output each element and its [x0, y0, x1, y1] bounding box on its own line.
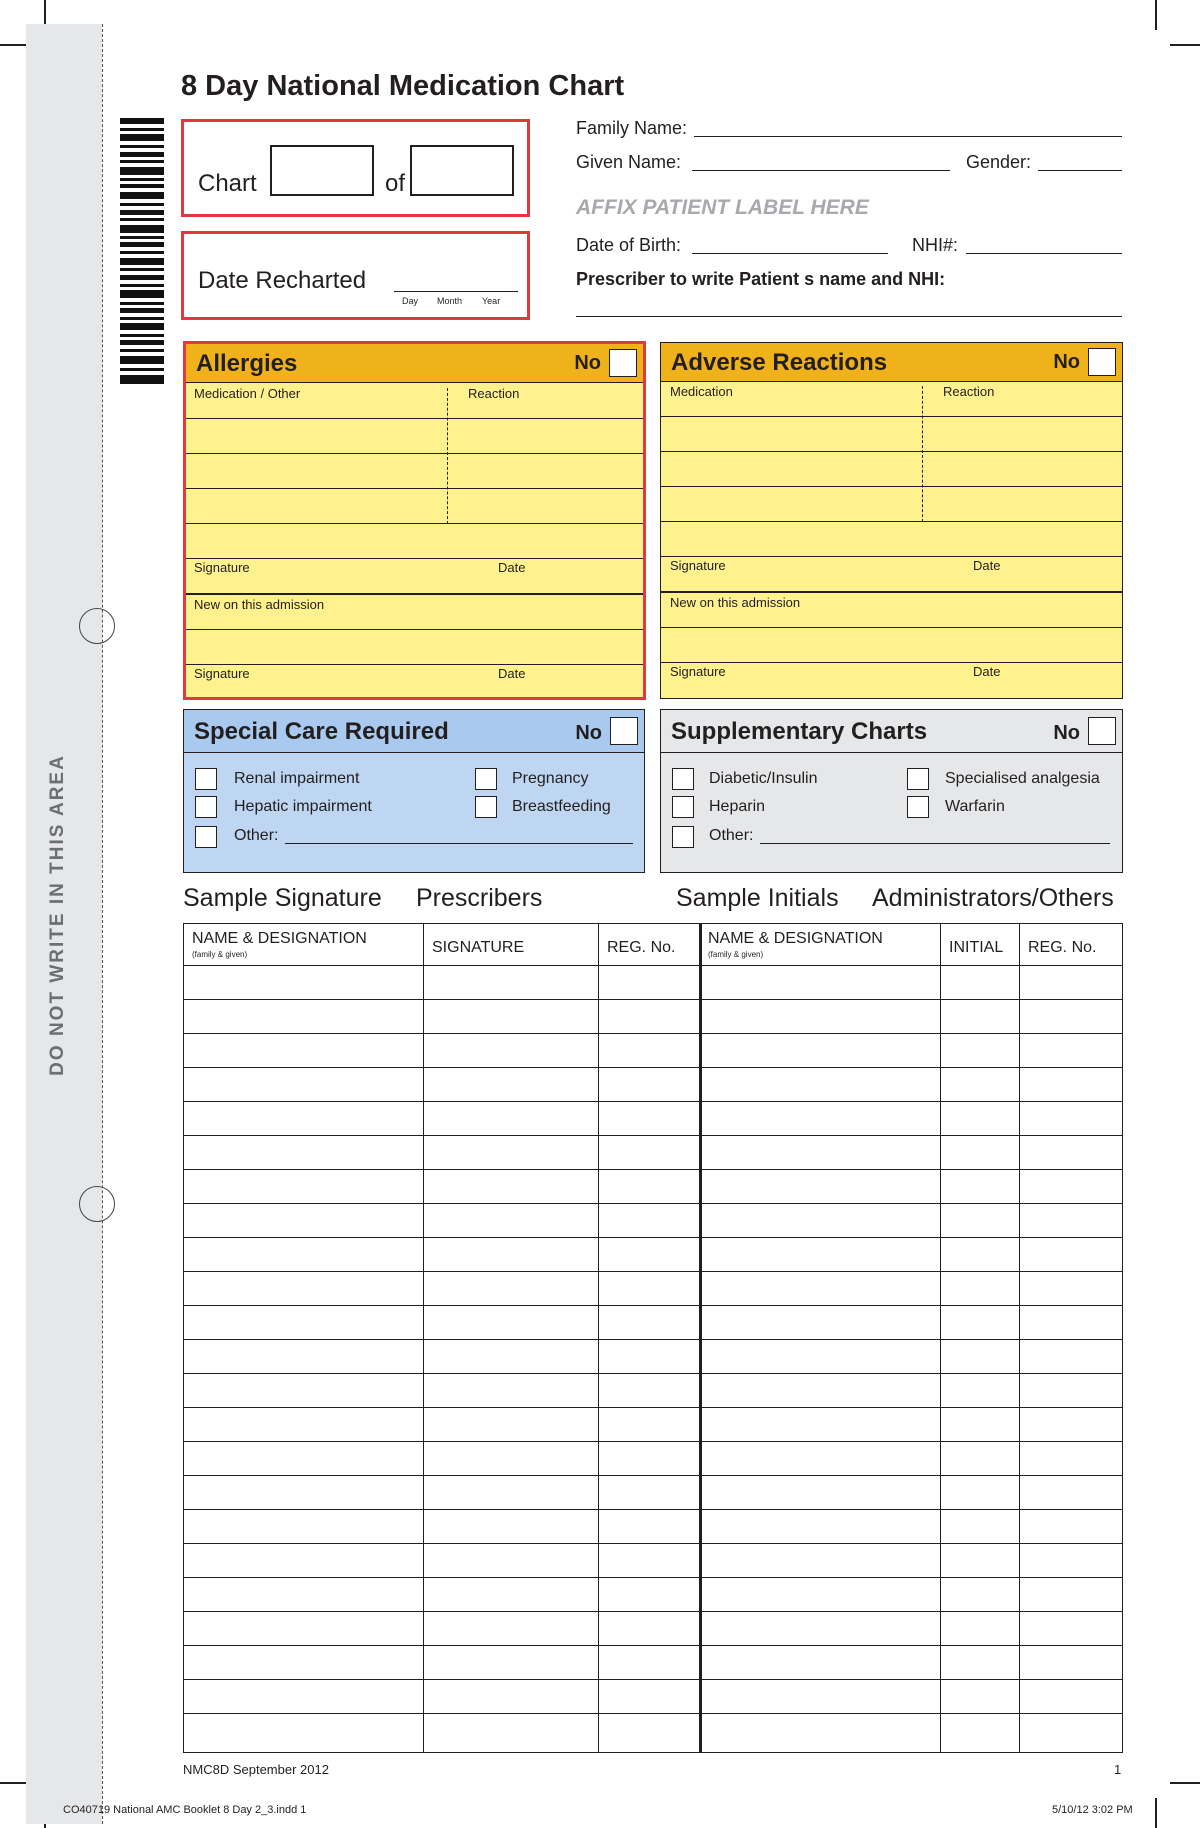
table-row[interactable]	[184, 1271, 1122, 1272]
table-row[interactable]	[184, 1509, 1122, 1510]
allergies-sign-row[interactable]	[186, 558, 643, 593]
special-other-checkbox[interactable]	[195, 826, 217, 848]
allergies-no-label: No	[574, 352, 601, 374]
renal-checkbox[interactable]	[195, 768, 217, 790]
allergies-new-row[interactable]	[186, 629, 643, 664]
allergies-row[interactable]	[186, 523, 643, 558]
col-header-name-2: NAME & DESIGNATION	[708, 930, 883, 947]
year-label: Year	[482, 296, 501, 306]
table-row[interactable]	[184, 1067, 1122, 1068]
special-other-label: Other:	[234, 827, 279, 844]
table-row[interactable]	[184, 1203, 1122, 1204]
date-recharted-field[interactable]	[394, 291, 518, 292]
col-header-name: NAME & DESIGNATION	[192, 930, 367, 947]
table-row[interactable]	[184, 1713, 1122, 1714]
allergies-header	[186, 344, 643, 383]
hepatic-label: Hepatic impairment	[234, 798, 372, 815]
form-code: NMC8D September 2012	[183, 1762, 329, 1777]
allergies-date-label-2: Date	[498, 666, 526, 681]
adverse-row[interactable]	[661, 486, 1122, 521]
special-care-panel	[183, 709, 645, 873]
analgesia-label: Specialised analgesia	[945, 770, 1100, 787]
chart-number-box	[181, 119, 530, 217]
given-name-label: Given Name:	[576, 152, 682, 172]
adverse-new-label: New on this admission	[670, 595, 801, 610]
given-name-field[interactable]	[692, 170, 950, 171]
day-label: Day	[402, 296, 419, 306]
page-title: 8 Day National Medication Chart	[181, 70, 625, 102]
special-care-no-checkbox[interactable]	[610, 717, 638, 745]
perforation-line	[102, 24, 103, 1824]
allergies-panel	[183, 341, 646, 700]
table-row[interactable]	[184, 1305, 1122, 1306]
table-row[interactable]	[184, 1611, 1122, 1612]
special-care-title: Special Care Required	[194, 718, 449, 745]
date-recharted-label: Date Recharted	[198, 267, 367, 294]
gender-field[interactable]	[1038, 170, 1122, 171]
allergies-new-label: New on this admission	[194, 597, 325, 612]
sample-signature-heading: Sample Signature	[183, 884, 382, 912]
warfarin-label: Warfarin	[945, 798, 1005, 815]
prescriber-name-field[interactable]	[576, 316, 1122, 317]
analgesia-checkbox[interactable]	[907, 768, 929, 790]
adverse-sign-row-2[interactable]	[661, 662, 1122, 696]
nhi-label: NHI#:	[912, 235, 959, 255]
table-row[interactable]	[184, 1169, 1122, 1170]
pregnancy-checkbox[interactable]	[475, 768, 497, 790]
nhi-field[interactable]	[966, 253, 1122, 254]
gender-label: Gender:	[966, 152, 1032, 172]
allergies-signature-label-2: Signature	[194, 666, 250, 681]
print-timestamp: 5/10/12 3:02 PM	[1052, 1804, 1133, 1816]
prescriber-note: Prescriber to write Patient s name and NHI:	[576, 269, 946, 289]
column-divider	[940, 924, 941, 1752]
month-label: Month	[437, 296, 463, 306]
special-care-no-label: No	[575, 722, 602, 744]
col-header-reg: REG. No.	[607, 939, 676, 956]
supplementary-no-label: No	[1053, 722, 1080, 744]
punch-hole	[79, 608, 115, 644]
crop-mark	[1170, 1782, 1200, 1784]
heparin-checkbox[interactable]	[672, 796, 694, 818]
diabetic-checkbox[interactable]	[672, 768, 694, 790]
table-row[interactable]	[184, 1475, 1122, 1476]
adverse-col-reaction: Reaction	[943, 384, 995, 399]
allergies-row[interactable]	[186, 488, 643, 523]
adverse-row[interactable]	[661, 416, 1122, 451]
chart-total-field[interactable]	[410, 145, 514, 196]
warfarin-checkbox[interactable]	[907, 796, 929, 818]
chart-number-field[interactable]	[270, 145, 374, 196]
barcode	[120, 118, 164, 384]
dob-field[interactable]	[692, 253, 888, 254]
adverse-sign-row[interactable]	[661, 556, 1122, 591]
allergies-col-reaction: Reaction	[468, 386, 520, 401]
allergies-col-medication: Medication / Other	[194, 386, 301, 401]
of-label: of	[385, 170, 406, 197]
supplementary-charts-panel	[660, 709, 1123, 873]
supplementary-title: Supplementary Charts	[671, 718, 928, 745]
table-row[interactable]	[184, 1441, 1122, 1442]
table-row[interactable]	[184, 999, 1122, 1000]
crop-mark	[0, 44, 28, 46]
punch-hole	[79, 1186, 115, 1222]
affix-label: AFFIX PATIENT LABEL HERE	[576, 196, 869, 219]
adverse-row[interactable]	[661, 521, 1122, 556]
table-row[interactable]	[184, 1679, 1122, 1680]
crop-mark	[1155, 0, 1157, 30]
sample-initials-heading: Sample Initials	[676, 884, 839, 912]
column-divider	[423, 924, 424, 1752]
column-divider	[598, 924, 599, 1752]
table-row[interactable]	[184, 1339, 1122, 1340]
allergies-new-divider	[186, 593, 643, 595]
allergies-row[interactable]	[186, 453, 643, 488]
allergies-no-checkbox[interactable]	[609, 349, 637, 377]
table-row[interactable]	[184, 1373, 1122, 1374]
adverse-date-label-2: Date	[973, 664, 1001, 679]
col-header-name-sub-2: (family & given)	[708, 950, 764, 959]
breastfeeding-checkbox[interactable]	[475, 796, 497, 818]
adverse-header	[661, 343, 1122, 382]
hepatic-checkbox[interactable]	[195, 796, 217, 818]
table-row[interactable]	[184, 1033, 1122, 1034]
allergies-sign-row-2[interactable]	[186, 664, 643, 698]
supplementary-no-checkbox[interactable]	[1088, 717, 1116, 745]
adverse-signature-label: Signature	[670, 558, 726, 573]
table-row[interactable]	[184, 1407, 1122, 1408]
special-other-field[interactable]	[285, 843, 633, 844]
col-header-name-sub: (family & given)	[192, 950, 248, 959]
col-header-initial: INITIAL	[949, 939, 1004, 956]
supplementary-other-checkbox[interactable]	[672, 826, 694, 848]
crop-mark	[1170, 44, 1200, 46]
adverse-no-checkbox[interactable]	[1088, 348, 1116, 376]
col-header-reg-2: REG. No.	[1028, 939, 1097, 956]
family-name-label: Family Name:	[576, 118, 688, 138]
adverse-new-divider	[661, 591, 1122, 593]
sample-signature-table	[183, 923, 1123, 1753]
prescribers-heading: Prescribers	[416, 884, 543, 912]
table-row[interactable]	[184, 1101, 1122, 1102]
diabetic-label: Diabetic/Insulin	[709, 770, 818, 787]
supplementary-other-label: Other:	[709, 827, 754, 844]
table-row[interactable]	[184, 1577, 1122, 1578]
column-divider	[699, 924, 702, 1752]
adverse-reactions-panel	[660, 342, 1123, 699]
pregnancy-label: Pregnancy	[512, 770, 589, 787]
crop-mark	[1155, 1798, 1157, 1828]
supplementary-other-field[interactable]	[760, 843, 1110, 844]
allergies-signature-label: Signature	[194, 560, 250, 575]
allergies-date-label: Date	[498, 560, 526, 575]
breastfeeding-label: Breastfeeding	[512, 798, 611, 815]
table-row[interactable]	[184, 1645, 1122, 1646]
date-recharted-box	[181, 231, 530, 320]
family-name-field[interactable]	[694, 136, 1122, 137]
administrators-heading: Administrators/Others	[872, 884, 1114, 912]
allergies-row[interactable]	[186, 418, 643, 453]
adverse-date-label: Date	[973, 558, 1001, 573]
adverse-signature-label-2: Signature	[670, 664, 726, 679]
page-number: 1	[1114, 1762, 1122, 1777]
adverse-title: Adverse Reactions	[671, 349, 888, 376]
renal-label: Renal impairment	[234, 770, 360, 787]
table-row[interactable]	[184, 1237, 1122, 1238]
adverse-row[interactable]	[661, 451, 1122, 486]
allergies-title: Allergies	[196, 350, 298, 377]
table-row[interactable]	[184, 1543, 1122, 1544]
table-row[interactable]	[184, 965, 1122, 966]
heparin-label: Heparin	[709, 798, 766, 815]
adverse-col-medication: Medication	[670, 384, 733, 399]
crop-mark	[0, 1782, 28, 1784]
supplementary-header	[661, 710, 1122, 753]
adverse-no-label: No	[1053, 351, 1080, 373]
col-header-signature: SIGNATURE	[432, 939, 525, 956]
margin-warning: DO NOT WRITE IN THIS AREA	[47, 754, 68, 1076]
adverse-new-row[interactable]	[661, 627, 1122, 662]
column-divider	[1019, 924, 1020, 1752]
print-file-slug: CO40719 National AMC Booklet 8 Day 2_3.indd 1	[63, 1804, 307, 1816]
chart-label: Chart	[198, 170, 257, 197]
special-care-header	[184, 710, 644, 753]
table-row[interactable]	[184, 1135, 1122, 1136]
dob-label: Date of Birth:	[576, 235, 682, 255]
